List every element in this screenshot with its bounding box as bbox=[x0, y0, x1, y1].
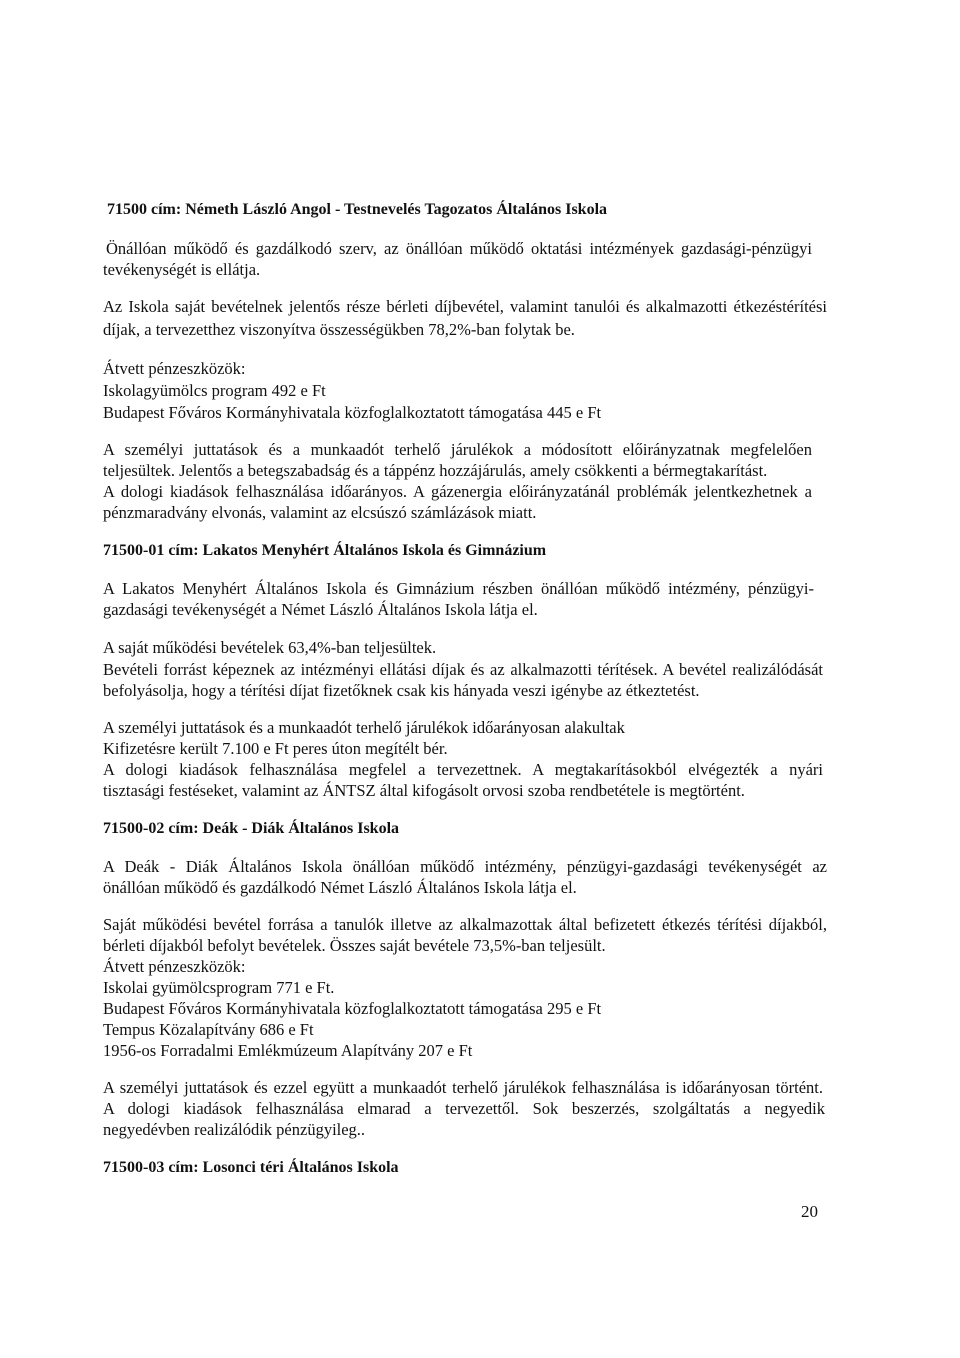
page-number: 20 bbox=[801, 1202, 818, 1221]
paragraph-line: A Deák - Diák Általános Iskola önállóan működő intézmény, pénzügyi-gazdasági tevékenységét az bbox=[103, 857, 827, 876]
paragraph-line: bérleti díjakból befolyt bevételek. Összes saját bevétele 73,5%-ban teljesült. bbox=[103, 936, 606, 955]
paragraph-line: befolyásolja, hogy a térítési díjat fizetőknek csak kis hányada veszi igénybe az étkeztetést. bbox=[103, 681, 700, 700]
paragraph-line: Az Iskola saját bevételnek jelentős része bérleti díjbevétel, valamint tanulói és alkalmazotti étkezéstérítési bbox=[103, 297, 827, 316]
paragraph-line: A személyi juttatások és a munkaadót terhelő járulékok a módosított előirányzatnak megfelelően bbox=[103, 440, 812, 459]
paragraph-line: Bevételi forrást képeznek az intézményi ellátási díjak és az alkalmazotti térítések. A bevétel realizálódását bbox=[103, 660, 823, 679]
paragraph-line: tisztasági festéseket, valamint az ÁNTSZ által kifogásolt orvosi szoba rendbetétele is megtörtént. bbox=[103, 781, 745, 800]
list-label: Átvett pénzeszközök: bbox=[103, 957, 246, 976]
list-item: 1956-os Forradalmi Emlékmúzeum Alapítvány 207 e Ft bbox=[103, 1041, 473, 1060]
paragraph-line: Saját működési bevétel forrása a tanulók illetve az alkalmazottak által befizetett étkezés térítési díjakból, bbox=[103, 915, 827, 934]
section-heading: 71500 cím: Németh László Angol - Testnevelés Tagozatos Általános Iskola bbox=[107, 201, 608, 218]
paragraph-line: pénzmaradvány elvonás, valamint az elcsúszó számlázások miatt. bbox=[103, 503, 537, 522]
paragraph-line: A saját működési bevételek 63,4%-ban teljesültek. bbox=[103, 638, 437, 657]
paragraph-line: önállóan működő és gazdálkodó Német László Általános Iskola látja el. bbox=[103, 878, 577, 897]
paragraph-line: A személyi juttatások és ezzel együtt a munkaadót terhelő járulékok felhasználása is időarányosan történt. bbox=[103, 1078, 823, 1097]
paragraph-line: A dologi kiadások felhasználása elmarad a tervezettől. Sok beszerzés, szolgáltatás a negyedik bbox=[103, 1099, 825, 1118]
section-heading: 71500-02 cím: Deák - Diák Általános Iskola bbox=[103, 820, 400, 837]
list-item: Budapest Főváros Kormányhivatala közfoglalkoztatott támogatása 445 e Ft bbox=[103, 403, 602, 422]
section-heading: 71500-01 cím: Lakatos Menyhért Általános Iskola és Gimnázium bbox=[103, 542, 547, 559]
paragraph-line: gazdasági tevékenységét a Német László Általános Iskola látja el. bbox=[103, 600, 538, 619]
list-item: Iskolagyümölcs program 492 e Ft bbox=[103, 381, 326, 400]
list-label: Átvett pénzeszközök: bbox=[103, 359, 246, 378]
paragraph-line: negyedévben realizálódik pénzügyileg.. bbox=[103, 1120, 366, 1139]
list-item: Iskolai gyümölcsprogram 771 e Ft. bbox=[103, 978, 335, 997]
paragraph-line: A dologi kiadások felhasználása időarányos. A gázenergia előirányzatánál problémák jelentkezhetnek a bbox=[103, 482, 812, 501]
paragraph-line: teljesültek. Jelentős a betegszabadság és a táppénz hozzájárulás, amely csökkenti a bérmegtakarítást. bbox=[103, 461, 768, 480]
list-item: Tempus Közalapítvány 686 e Ft bbox=[103, 1020, 314, 1039]
paragraph-line: A dologi kiadások felhasználása megfelel a tervezettnek. A megtakarításokból elvégezték a nyári bbox=[103, 760, 823, 779]
paragraph-line: Önállóan működő és gazdálkodó szerv, az önállóan működő oktatási intézmények gazdasági-pénzügyi bbox=[106, 239, 812, 258]
paragraph-line: A személyi juttatások és a munkaadót terhelő járulékok időarányosan alakultak bbox=[103, 718, 625, 737]
paragraph-line: A Lakatos Menyhért Általános Iskola és Gimnázium részben önállóan működő intézmény, pénzügyi- bbox=[103, 579, 814, 598]
section-heading: 71500-03 cím: Losonci téri Általános Iskola bbox=[103, 1159, 399, 1176]
paragraph-line: díjak, a tervezetthez viszonyítva összességükben 78,2%-ban folytak be. bbox=[103, 320, 575, 339]
paragraph-line: Kifizetésre került 7.100 e Ft peres úton megítélt bér. bbox=[103, 739, 448, 758]
paragraph-line: tevékenységét is ellátja. bbox=[103, 260, 261, 279]
list-item: Budapest Főváros Kormányhivatala közfoglalkoztatott támogatása 295 e Ft bbox=[103, 999, 602, 1018]
